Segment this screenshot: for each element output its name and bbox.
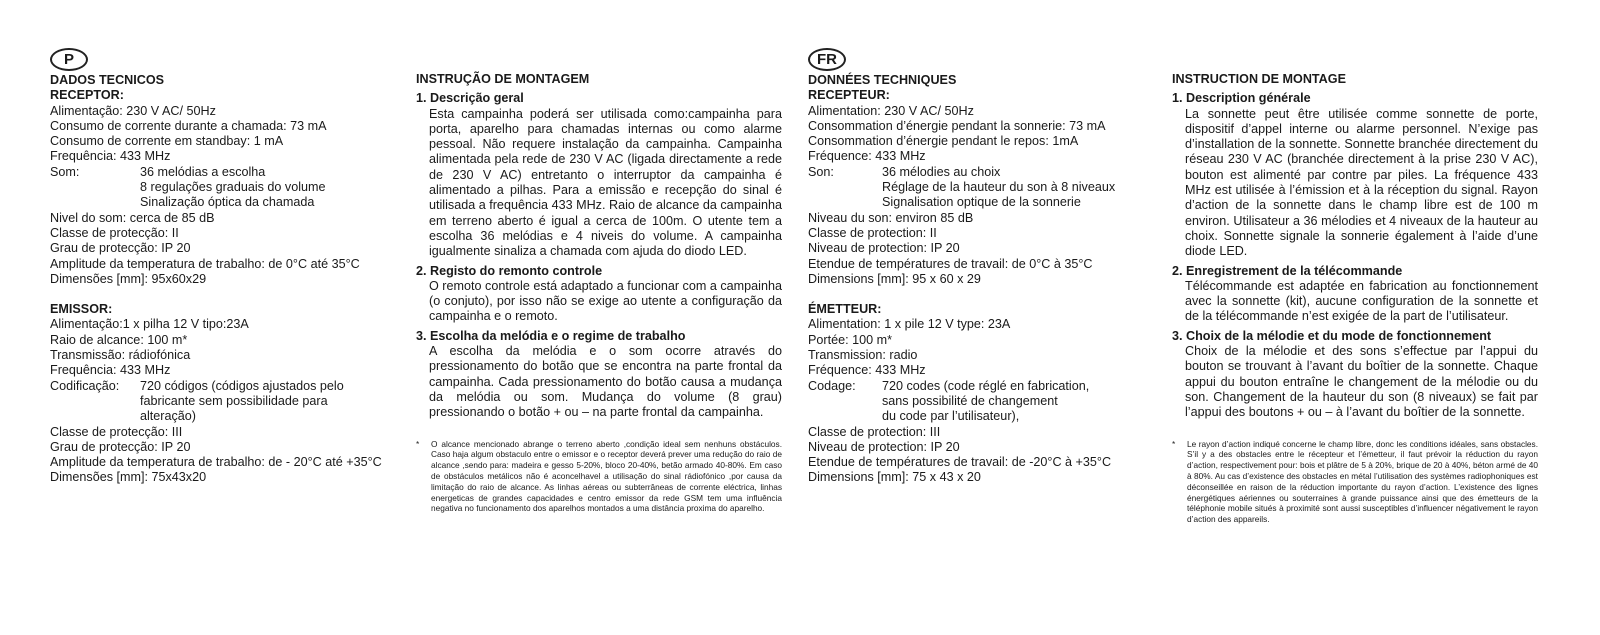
fr-code-label: Codage: [808,378,856,393]
pt-receiver-line: Grau de protecção: IP 20 [50,241,191,256]
language-badge-fr: FR [808,48,846,71]
fr-install-column [1172,48,1538,525]
fr-code-value: sans possibilité de changement [882,393,1058,408]
fr-receiver-line: Niveau de protection: IP 20 [808,241,960,256]
pt-section-text: O remoto controle está adaptado a funcionar com a campainha (o conjuto), por isso não se exige ao utente a configuração da campainha e o remoto. [429,278,782,324]
fr-section-title: 1. Description générale [1172,91,1311,106]
fr-receiver-line: Niveau du son: environ 85 dB [808,210,974,225]
fr-section-text: Choix de la mélodie et des sons s’effectue par l’appui du bouton se trouvant à l’avant du boîtier de la sonnette. Chaque appui du bouton entraîne le changement de la mélodie ou du son. Changement de la hauteur du son (8 niveaux) se fait par l’appui des boutons + ou – à l’avant du boîtier de la sonnette. [1185,344,1538,420]
fr-sound-value: Signalisation optique de la sonnerie [882,195,1081,210]
pt-emitter-title: EMISSOR: [50,302,113,317]
pt-section-title: 2. Registo do remonto controle [416,263,603,278]
pt-tech-title: DADOS TECNICOS [50,73,165,87]
pt-tech-column [50,48,395,486]
pt-receiver-line: Amplitude da temperatura de trabalho: de 0°C até 35°C [50,256,360,271]
pt-emitter-line: Raio de alcance: 100 m* [50,332,188,347]
fr-emitter-line: Portée: 100 m* [808,332,893,347]
pt-section-text: A escolha da melódia e o som ocorre através do pressionamento do botão que se encontra na parte frontal da campainha. Cada pressionamento do botão causa a mudança da melódia ou som. Mudança do volume (8 grau) pressionando o botão + ou – na parte frontal da campainha. [429,344,782,420]
language-badge-pt: P [50,48,88,71]
pt-emitter-line: Amplitude da temperatura de trabalho: de - 20°C até +35°C [50,455,382,470]
pt-footnote [416,439,782,515]
pt-sound-value: 8 regulações graduais do volume [140,180,326,195]
fr-emitter-line: Fréquence: 433 MHz [808,363,926,378]
pt-emitter-line: Frequência: 433 MHz [50,363,171,378]
fr-emitter-title: ÉMETTEUR: [808,302,882,317]
footnote-star: * [416,438,420,449]
pt-install-column [416,48,782,514]
fr-tech-title: DONNÉES TECHNIQUES [808,73,957,87]
pt-section-text: Esta campainha poderá ser utilisada como:campainha para porta, aparelho para chamadas internas ou como alarme pessoal. Não requere instalação da campainha. Campainha alimentada pela rede de 230 V AC (ligada directamente a rede de 230 V AC) entretanto o interruptor da campainha é alimentado a pilhas. Para a emissão e recepção do sinal é utilisada a frequência 433 MHz. Raio de alcance da campainha em terreno aberto é igual a cerca de 100m. O utente tem a escolha 36 melódias e 4 niveis do volume. A campainha igualmente sinaliza a chamada com ajuda do diodo LED. [429,106,782,259]
pt-code-label: Codificação: [50,378,120,393]
fr-emitter-line: Transmission: radio [808,348,918,363]
pt-receiver-line: Classe de protecção: II [50,225,179,240]
fr-receiver-line: Dimensions [mm]: 95 x 60 x 29 [808,271,981,286]
pt-emitter-line: Alimentação:1 x pilha 12 V tipo:23A [50,317,249,332]
fr-receiver-line: Etendue de températures de travail: de 0°C à 35°C [808,256,1093,271]
spacer [416,48,782,72]
fr-install-title: INSTRUCTION DE MONTAGE [1172,72,1346,86]
pt-emitter-line: Grau de protecção: IP 20 [50,439,191,454]
spacer [808,287,1153,302]
pt-sound-row [50,165,395,211]
fr-receiver-title: RECEPTEUR: [808,88,890,103]
pt-receiver-line: Consumo de corrente durante a chamada: 73 mA [50,118,327,133]
pt-section-title: 1. Descrição geral [416,91,524,106]
pt-receiver-title: RECEPTOR: [50,88,124,103]
fr-sound-value: 36 mélodies au choix [882,164,1001,179]
fr-sound-values [882,165,1115,211]
fr-receiver-line: Consommation d’énergie pendant la sonnerie: 73 mA [808,118,1106,133]
fr-code-row [808,379,1153,425]
fr-section-title: 2. Enregistrement de la télécommande [1172,263,1403,278]
pt-receiver-line: Dimensões [mm]: 95x60x29 [50,271,207,286]
fr-section-title: 3. Choix de la mélodie et du mode de fonctionnement [1172,328,1492,343]
fr-code-value: du code par l’utilisateur), [882,409,1020,424]
fr-sound-value: Réglage de la hauteur du son à 8 niveaux [882,180,1116,195]
fr-emitter-line: Etendue de températures de travail: de -20°C à +35°C [808,455,1112,470]
pt-receiver-line: Frequência: 433 MHz [50,149,171,164]
pt-emitter-line: Dimensões [mm]: 75x43x20 [50,470,207,485]
pt-code-value: fabricante sem possibilidade para [140,393,328,408]
fr-sound-row [808,165,1153,211]
fr-footnote [1172,439,1538,525]
pt-receiver-line: Consumo de corrente em standbay: 1 mA [50,134,284,149]
spacer [1172,48,1538,72]
fr-receiver-line: Fréquence: 433 MHz [808,149,926,164]
fr-receiver-line: Classe de protection: II [808,225,937,240]
fr-sound-label: Son: [808,164,834,179]
fr-code-value: 720 codes (code réglé en fabrication, [882,378,1090,393]
pt-install-title: INSTRUÇÃO DE MONTAGEM [416,72,590,86]
fr-receiver-line: Consommation d’énergie pendant le repos: 1mA [808,134,1079,149]
pt-code-value: alteração) [140,409,197,424]
pt-receiver-line: Alimentação: 230 V AC/ 50Hz [50,103,216,118]
fr-emitter-line: Classe de protection: III [808,424,941,439]
pt-sound-values [140,165,326,211]
fr-code-values [882,379,1089,425]
fr-section-text: Télécommande est adaptée en fabrication au fonctionnement avec la sonnette (kit), aucune configuration de la sonnette et de la télécommande n’est exigée de la part de l’utilisateur. [1185,278,1538,324]
pt-section-title: 3. Escolha da melódia e o regime de trabalho [416,328,686,343]
pt-code-value: 720 códigos (códigos ajustados pelo [140,378,344,393]
footnote-star: * [1172,438,1176,449]
pt-sound-label: Som: [50,164,80,179]
pt-footnote-text: O alcance mencionado abrange o terreno aberto ,condição ideal sem nenhuns obstáculos. Caso haja algum obstaculo entre o emissor e o receptor deverá prever uma redução do raio de alcance ,sendo para: madeira e gesso 5-20%, bloco 20-40%, betão armado 40-80%. Em caso de obstáculos metálicos não é aconcelhavel a utilisação do sinal rádiofónico ,por causa da limitação do raio de alcance. As linhas aéreas ou subterrâneas de corrente eléctrica, linhas energeticas de grandes capacidades e centro emissor da rede GSM tem uma influência negativa no funcionamento dos aparelhos montados a uma distância proxima do aparelho. [431,438,782,514]
fr-footnote-text: Le rayon d’action indiqué concerne le champ libre, donc les conditions idéales, sans obstacles. S’il y a des obstacles entre le récepteur et l’émetteur, il faut prévoir la réduction du rayon d’action, respectivement pour: bois et plâtre de 5 à 20%, brique de 20 à 40%, béton armé de 40 à 80%. Au cas d’existence des obstacles en métal l’utilisation des systèmes radiophoniques est déconseillée en raison de la réduction importante du rayon d’action. L’existence des lignes énergétiques aériennes ou souterraines à grande puissance ainsi que des émetteurs de la téléphonie mobile situés à proximité sont aussi susceptibles d’influencer négativement le rayon d’action des appareils. [1187,438,1538,525]
fr-section-text: La sonnette peut être utilisée comme sonnette de porte, dispositif d’appel interne ou alarme personnel. N’exige pas d’installation de la sonnette. Sonnette branchée directement du réseau 230 V AC (branchée directement à la prise 230 V AC), bouton est alimenté par contre par piles. La fréquence 433 MHz est utilisée à l’émission et à la réception du signal. Rayon d’action de la sonnette dans le champ libre est de 100 m environ. Utilisateur a 36 mélodies et 4 niveaux de la hauteur au choix. Sonnette signale la sonnerie également à l’aide d’une diode LED. [1185,106,1538,259]
pt-emitter-line: Classe de protecção: III [50,424,183,439]
fr-emitter-line: Dimensions [mm]: 75 x 43 x 20 [808,470,981,485]
pt-receiver-line: Nivel do som: cerca de 85 dB [50,210,215,225]
pt-emitter-line: Transmissão: rádiofónica [50,348,191,363]
pt-sound-value: 36 melódias a escolha [140,164,266,179]
pt-sound-value: Sinalização óptica da chamada [140,195,315,210]
pt-code-values [140,379,344,425]
spacer [50,287,395,302]
fr-tech-column [808,48,1153,486]
pt-code-row [50,379,395,425]
fr-emitter-line: Alimentation: 1 x pile 12 V type: 23A [808,317,1011,332]
fr-emitter-line: Niveau de protection: IP 20 [808,439,960,454]
fr-receiver-line: Alimentation: 230 V AC/ 50Hz [808,103,974,118]
